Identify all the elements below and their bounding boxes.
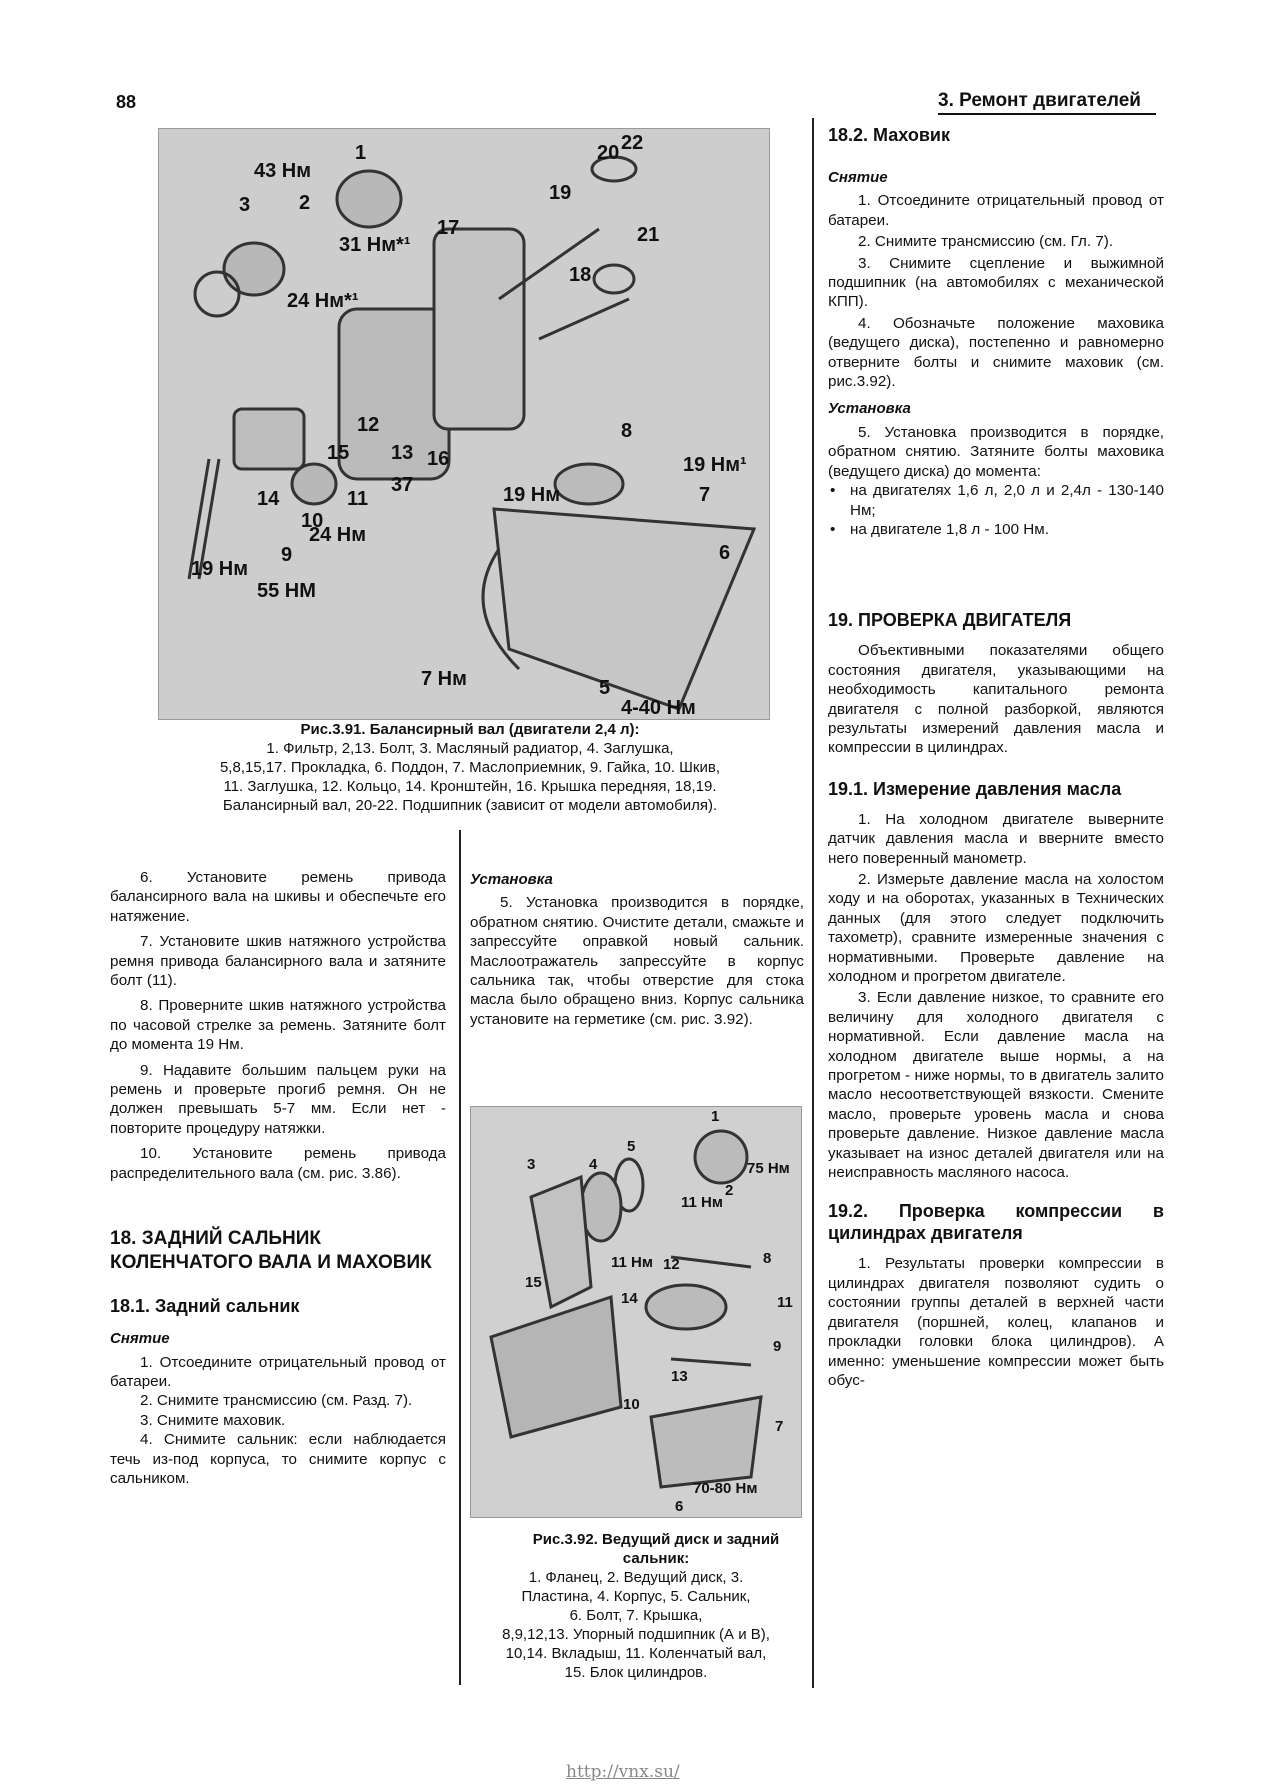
section-19-heading: 19. ПРОВЕРКА ДВИГАТЕЛЯ	[828, 610, 1072, 631]
caption-line: 8,9,12,13. Упорный подшипник (А и В),	[502, 1626, 770, 1643]
paragraph: 2. Снимите трансмиссию (см. Разд. 7).	[140, 1392, 413, 1410]
fig91-label: 19 Нм¹	[683, 454, 747, 476]
fig92-label: 75 Нм	[747, 1160, 790, 1177]
fig91-label: 15	[327, 442, 350, 464]
fig92-label: 7	[775, 1418, 784, 1435]
caption-line: 1. Фланец, 2. Ведущий диск, 3.	[528, 1569, 744, 1586]
paragraph: 4. Обозначьте положение маховика (ведущего диска), постепенно и равномерно отверните болты и снимите маховик (см. рис.3.92).	[828, 314, 1164, 391]
figure-3-92	[470, 1106, 802, 1518]
fig91-label: 19 Нм	[503, 484, 561, 506]
fig92-label: 6	[675, 1498, 684, 1515]
middle-column	[470, 870, 804, 1035]
column-divider-mid	[459, 830, 461, 1685]
fig91-label: 3	[239, 194, 251, 216]
fig92-label: 12	[663, 1256, 680, 1273]
fig92-label: 4	[589, 1156, 598, 1173]
caption-title: Рис.3.91. Балансирный вал (двигатели 2,4 л):	[300, 721, 640, 738]
fig92-label: 9	[773, 1338, 782, 1355]
paragraph: 3. Если давление низкое, то сравните его величину для холодного двигателя с нормативной. Если давление масла на холодном двигателе выше нормы, а на прогретом - ниже нормы, то в двигатель залито масло несоответствующей вязкости. Смените масло, проверьте уровень масла и снова проверьте давление. Низкое давление масла указывает на износ деталей двигателя или на неисправность масляного насоса.	[828, 989, 1164, 1182]
fig91-label: 43 Нм	[254, 160, 312, 182]
paragraph: 7. Установите шкив натяжного устройства ремня привода балансирного вала и затяните болт (11).	[110, 933, 446, 990]
fig91-label: 10	[301, 510, 324, 532]
paragraph: 1. Результаты проверки компрессии в цилиндрах двигателя позволяют судить о состоянии группы деталей в верхней части двигателя (поршней, колец, клапанов и прокладки головки блока цилиндров). А именно: уменьшение компрессии может быть обус-	[828, 1255, 1164, 1389]
section-19-1-heading: 19.1. Измерение давления масла	[828, 778, 1122, 799]
fig91-label: 12	[357, 414, 380, 436]
fig92-label: 8	[763, 1250, 772, 1267]
fig91-label: 6	[719, 542, 731, 564]
fig91-label: 19 Нм	[191, 558, 249, 580]
fig92-label: 3	[527, 1156, 536, 1173]
fig91-label: 55 НМ	[257, 580, 316, 602]
caption-title: Рис.3.92. Ведущий диск и задний сальник:	[532, 1531, 780, 1567]
figure-3-92-caption	[466, 1530, 806, 1682]
list-item: • на двигателях 1,6 л, 2,0 л и 2,4л - 130-140 Нм;	[828, 481, 1164, 520]
fig91-label: 1	[355, 142, 367, 164]
fig91-label: 2	[299, 192, 311, 214]
paragraph: 10. Установите ремень привода распределительного вала (см. рис. 3.86).	[110, 1145, 446, 1182]
fig91-label: 4-40 Нм	[621, 697, 696, 719]
fig91-label: 16	[427, 448, 450, 470]
figure-3-92-drawing	[471, 1107, 801, 1517]
fig91-label: 14	[257, 488, 280, 510]
paragraph: 3. Снимите маховик.	[140, 1411, 286, 1429]
fig92-label: 11 Нм	[611, 1254, 653, 1271]
fig91-label: 18	[569, 264, 592, 286]
caption-line: 5,8,15,17. Прокладка, 6. Поддон, 7. Маслоприемник, 9. Гайка, 10. Шкив,	[219, 759, 721, 776]
paragraph: 2. Измерьте давление масла на холостом ходу и на оборотах, указанных в Технических данных (для этого следует подключить тахометр), сравните измеренные значения с нормативными. Проверьте давление на холодном и прогретом двигателе.	[828, 870, 1164, 985]
chapter-title: 3. Ремонт двигателей	[938, 90, 1141, 111]
caption-line: 10,14. Вкладыш, 11. Коленчатый вал,	[505, 1645, 767, 1662]
paragraph: 9. Надавите большим пальцем руки на ремень и проверьте прогиб ремня. Он не должен превышать 5-7 мм. Если нет - повторите процедуру натяжки.	[110, 1061, 446, 1137]
fig91-label: 17	[437, 217, 460, 239]
fig91-label: 31 Нм*¹	[339, 234, 411, 256]
install-label: Установка	[470, 871, 553, 888]
torque-list	[828, 481, 1164, 539]
fig91-label: 24 Нм*¹	[287, 290, 359, 312]
paragraph: 1. На холодном двигателе выверните датчик давления масла и вверните вместо него поверенный манометр.	[828, 810, 1164, 867]
caption-line: 11. Заглушка, 12. Кольцо, 14. Кронштейн, 16. Крышка передняя, 18,19.	[223, 778, 717, 795]
paragraph: 5. Установка производится в порядке, обратном снятию. Затяните болты маховика (ведущего диска) до момента:	[828, 423, 1164, 480]
section-18-2-heading: 18.2. Маховик	[828, 125, 950, 145]
fig91-label: 8	[621, 420, 633, 442]
removal-label: Снятие	[828, 169, 888, 186]
footer-url[interactable]: http://vnx.su/	[566, 1762, 680, 1782]
paragraph: 3. Снимите сцепление и выжимной подшипник (на автомобилях с механической КПП).	[828, 254, 1164, 311]
column-divider-right	[812, 118, 814, 1688]
removal-label: Снятие	[110, 1330, 170, 1348]
fig91-label: 37	[391, 474, 414, 496]
fig91-label: 22	[621, 132, 644, 154]
fig91-label: 20	[597, 142, 620, 164]
figure-3-91-drawing	[159, 129, 769, 719]
install-label: Установка	[828, 400, 911, 418]
fig91-label: 7	[699, 484, 711, 506]
fig91-label: 11	[347, 488, 369, 510]
fig92-label: 13	[671, 1368, 688, 1385]
fig92-label: 5	[627, 1138, 636, 1155]
page-number: 88	[116, 92, 137, 112]
paragraph: 1. Отсоедините отрицательный провод от батареи.	[110, 1353, 446, 1390]
caption-line: Балансирный вал, 20-22. Подшипник (зависит от модели автомобиля).	[222, 797, 718, 814]
fig91-label: 21	[637, 224, 660, 246]
section-18-heading: 18. ЗАДНИЙ САЛЬНИК КОЛЕНЧАТОГО ВАЛА И МАХОВИК	[110, 1228, 432, 1274]
list-item: • на двигателе 1,8 л - 100 Нм.	[828, 520, 1164, 539]
section-19-2-heading: 19.2. Проверка компрессии в цилиндрах двигателя	[828, 1201, 1164, 1244]
fig91-label: 13	[391, 442, 414, 464]
fig92-label: 1	[711, 1108, 720, 1125]
caption-line: 6. Болт, 7. Крышка,	[569, 1607, 703, 1624]
fig92-label: 11	[777, 1294, 793, 1311]
paragraph: 2. Снимите трансмиссию (см. Гл. 7).	[858, 233, 1114, 251]
caption-line: 1. Фильтр, 2,13. Болт, 3. Масляный радиатор, 4. Заглушка,	[266, 740, 674, 757]
caption-line: 15. Блок цилиндров.	[564, 1664, 708, 1681]
paragraph: 4. Снимите сальник: если наблюдается течь из-под корпуса, то снимите корпус с сальником.	[110, 1431, 446, 1487]
figure-3-91	[158, 128, 770, 720]
fig91-label: 24 Нм	[309, 524, 367, 546]
fig92-label: 15	[525, 1274, 542, 1291]
fig92-label: 10	[623, 1396, 640, 1413]
paragraph: 1. Отсоедините отрицательный провод от батареи.	[828, 192, 1164, 229]
paragraph: 5. Установка производится в порядке, обратном снятию. Очистите детали, смажьте и запрессуйте оправкой новый сальник. Маслоотражатель запрессуйте в корпус сальника так, чтобы отверстие для стока масла было обращено вниз. Корпус сальника установите на герметике (см. рис. 3.92).	[470, 894, 804, 1028]
paragraph: 6. Установите ремень привода балансирного вала на шкивы и обеспечьте его натяжение.	[110, 869, 446, 925]
right-column	[828, 124, 1164, 1396]
fig91-label: 7 Нм	[421, 668, 467, 690]
fig92-label: 11 Нм	[681, 1194, 723, 1211]
fig92-label: 2	[725, 1182, 734, 1199]
figure-3-91-caption	[150, 720, 790, 815]
fig91-label: 19	[549, 182, 572, 204]
paragraph: Объективными показателями общего состояния двигателя, указывающими на необходимость капитального ремонта двигателя с полной разборкой, являются результаты измерений давления масла и компрессии в цилиндрах.	[828, 642, 1164, 757]
left-column	[110, 868, 446, 1494]
header-rule	[938, 113, 1156, 115]
paragraph: 8. Проверните шкив натяжного устройства по часовой стрелке за ремень. Затяните болт до момента 19 Нм.	[110, 997, 446, 1054]
fig91-label: 9	[281, 544, 293, 566]
fig92-label: 70-80 Нм	[693, 1480, 758, 1497]
fig92-label: 14	[621, 1290, 638, 1307]
section-18-1-heading: 18.1. Задний сальник	[110, 1296, 300, 1317]
caption-line: Пластина, 4. Корпус, 5. Сальник,	[521, 1588, 751, 1605]
fig91-label: 5	[599, 677, 611, 699]
